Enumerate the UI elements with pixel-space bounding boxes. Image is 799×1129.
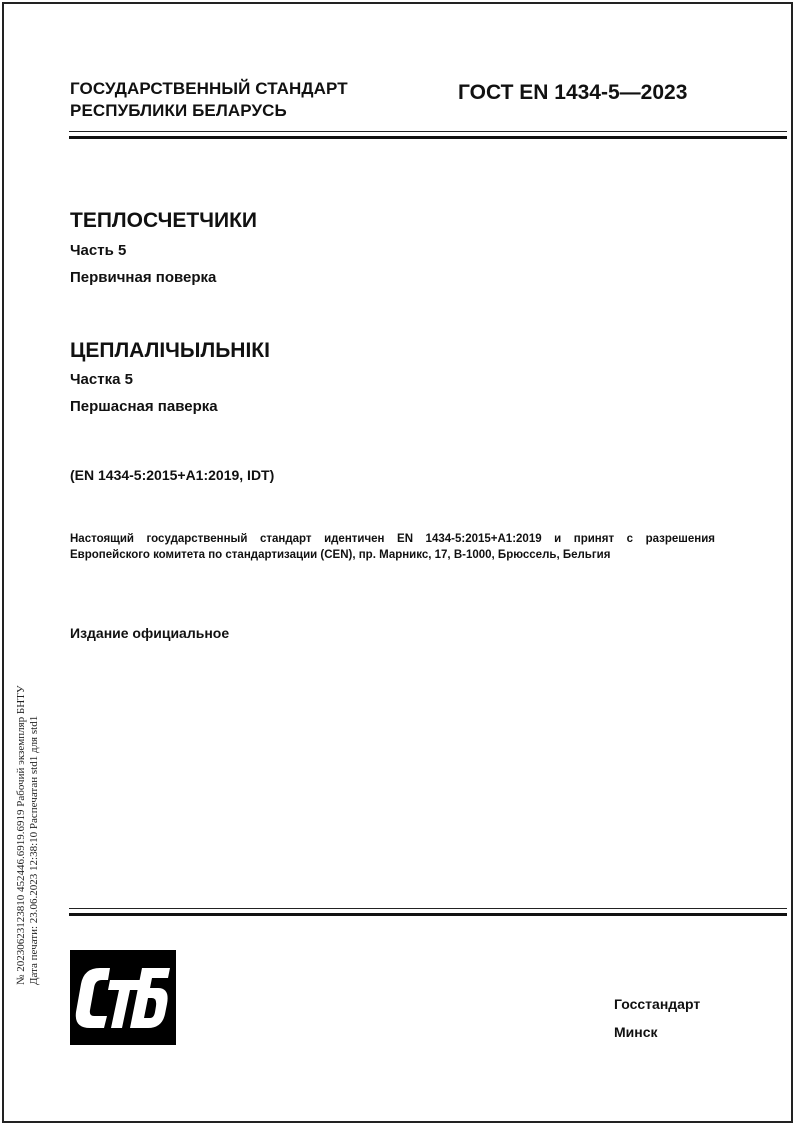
title-by-part: Частка 5 bbox=[70, 371, 133, 388]
header-org-line1: ГОСУДАРСТВЕННЫЙ СТАНДАРТ bbox=[70, 79, 348, 98]
edition-label: Издание официальное bbox=[70, 625, 230, 641]
title-ru-subtitle: Первичная поверка bbox=[70, 269, 217, 286]
standard-code: ГОСТ EN 1434-5—2023 bbox=[458, 81, 688, 104]
side-stamp-line2: Дата печати: 23.06.2023 12:38:10 Распечатан std1 для std1 bbox=[28, 715, 40, 985]
header-divider-thin bbox=[69, 131, 787, 132]
footer-divider-thin bbox=[69, 908, 787, 909]
title-ru-main: ТЕПЛОСЧЕТЧИКИ bbox=[70, 209, 257, 232]
notice-line2: Европейского комитета по стандартизации (CEN), пр. Марникс, 17, B-1000, Брюссель, Бельгия bbox=[70, 549, 611, 561]
footer-divider-thick bbox=[69, 913, 787, 916]
notice-line1: Настоящий государственный стандарт идентичен EN 1434-5:2015+A1:2019 и принят с разрешения bbox=[70, 533, 715, 545]
publisher-name: Госстандарт bbox=[614, 996, 701, 1012]
side-stamp bbox=[15, 585, 41, 985]
equivalence-note: (EN 1434-5:2015+A1:2019, IDT) bbox=[70, 467, 275, 483]
header-divider-thick bbox=[69, 136, 787, 139]
title-by-subtitle: Першасная паверка bbox=[70, 398, 218, 415]
title-ru-part: Часть 5 bbox=[70, 242, 127, 259]
title-by-main: ЦЕПЛАЛІЧЫЛЬНІКІ bbox=[70, 339, 270, 362]
stb-logo-icon bbox=[70, 950, 176, 1045]
header-org-line2: РЕСПУБЛИКИ БЕЛАРУСЬ bbox=[70, 101, 287, 120]
header-org bbox=[70, 78, 348, 122]
publisher-city: Минск bbox=[614, 1024, 658, 1040]
side-stamp-line1: № 20230623123810 452446.6919.6919 Рабочий экземпляр БНТУ bbox=[15, 685, 27, 985]
